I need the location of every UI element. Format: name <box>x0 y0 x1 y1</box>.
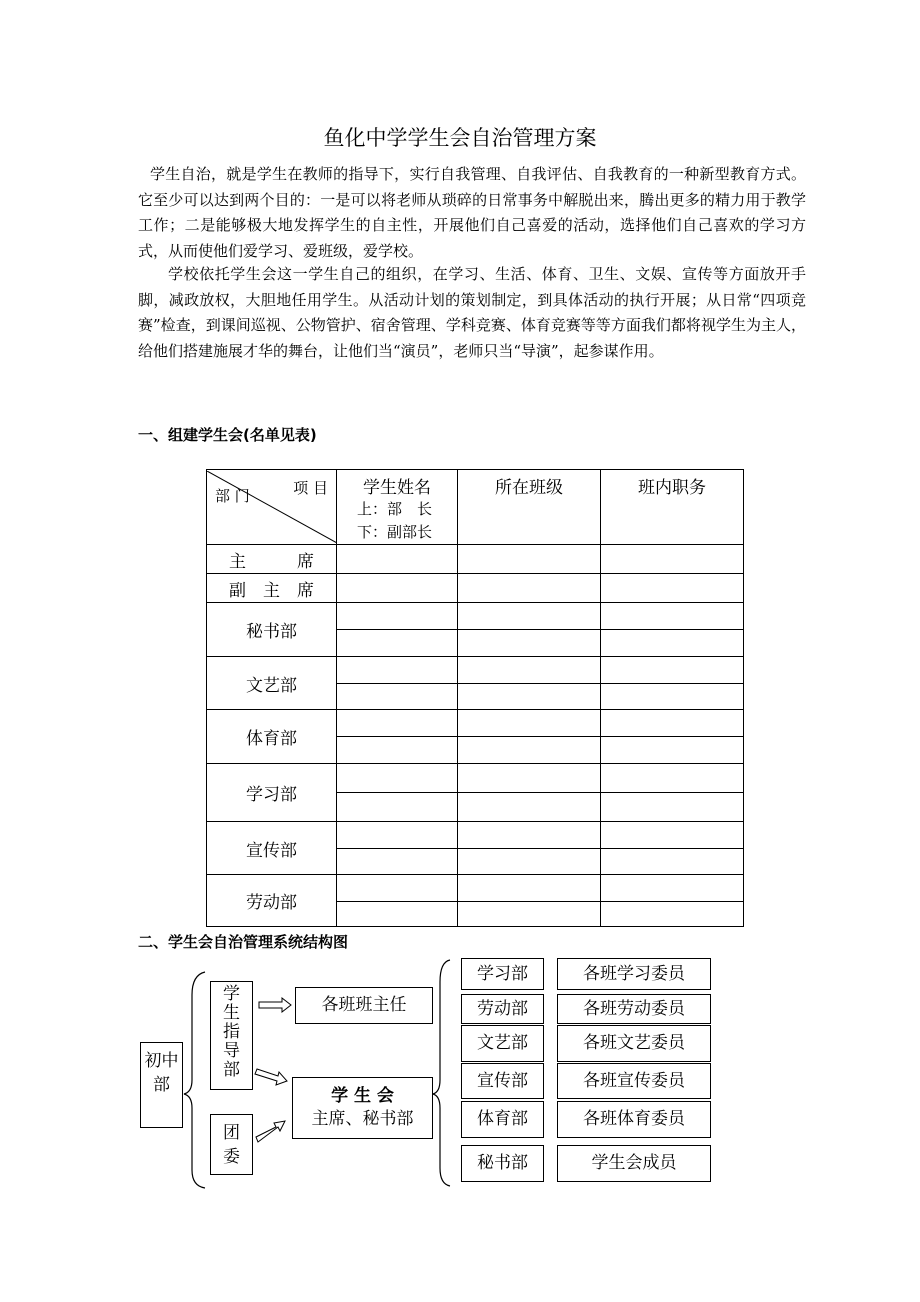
row-dept-arts: 文艺部 <box>207 657 337 710</box>
table-cell <box>601 545 744 574</box>
roster-table <box>206 469 744 927</box>
table-cell <box>601 657 744 684</box>
table-cell <box>337 545 458 574</box>
table-cell <box>601 710 744 737</box>
union-subtitle: 主席、秘书部 <box>311 1109 414 1129</box>
table-cell <box>337 603 458 630</box>
table-cell <box>337 764 458 793</box>
table-cell <box>458 630 601 657</box>
table-cell <box>458 574 601 603</box>
table-cell <box>458 710 601 737</box>
arrow-guide-to-union <box>255 1069 287 1085</box>
arrow-guide-to-teacher <box>259 998 291 1012</box>
table-cell <box>601 875 744 902</box>
table-cell <box>458 902 601 927</box>
table-cell <box>458 793 601 822</box>
table-cell <box>601 737 744 764</box>
row-vice-chair: 副 主 席 <box>207 574 337 603</box>
member-box: 各班学习委员 <box>557 958 711 990</box>
table-cell <box>337 793 458 822</box>
table-cell <box>458 657 601 684</box>
dept-box: 文艺部 <box>461 1025 544 1062</box>
row-dept-labor: 劳动部 <box>207 875 337 927</box>
page-title: 鱼化中学学生会自治管理方案 <box>323 126 597 150</box>
row-dept-publicity: 宣传部 <box>207 822 337 875</box>
diag-item-label: 项 目 <box>293 479 328 497</box>
table-cell <box>337 875 458 902</box>
right-brace <box>433 960 450 1186</box>
guide-dept-box: 学生指导部 <box>210 981 253 1090</box>
table-cell <box>337 822 458 849</box>
table-cell <box>337 737 458 764</box>
table-row <box>207 657 744 684</box>
diagonal-header-cell <box>207 470 337 545</box>
table-row <box>207 603 744 630</box>
table-cell <box>458 737 601 764</box>
intro-paragraph: 学生自治，就是学生在教师的指导下，实行自我管理、自我评估、自我教育的一种新型教育方式。它至少可以达到两个目的：一是可以将老师从琐碎的日常事务中解脱出来，腾出更多的精力用于教学工作；二是能够极大地发挥学生的自主性，开展他们自己喜爱的活动，选择他们自己喜欢的学习方式，从而使他们爱学习、爱班级，爱学校。 <box>138 165 806 260</box>
method-paragraph: 学校依托学生会这一学生自己的组织，在学习、生活、体育、卫生、文娱、宣传等方面放开手脚，减政放权，大胆地任用学生。从活动计划的策划制定，到具体活动的执行开展；从日常“四项竞赛”检查，到课间巡视、公物管护、宿舍管理、学科竞赛、体育竞赛等等方面我们都将视学生为主人，给他们搭建施展才华的舞台，让他们当“演员”，老师只当“导演”，起参谋作用。 <box>138 265 806 360</box>
row-dept-sports: 体育部 <box>207 710 337 764</box>
league-box: 团委 <box>210 1114 253 1175</box>
dept-box: 宣传部 <box>461 1063 544 1099</box>
section2-heading: 二、学生会自治管理系统结构图 <box>138 933 349 951</box>
table-cell <box>601 684 744 710</box>
row-dept-secretariat: 秘书部 <box>207 603 337 657</box>
dept-box: 体育部 <box>461 1101 544 1138</box>
table-cell <box>458 875 601 902</box>
table-cell <box>458 545 601 574</box>
head-teacher-box: 各班班主任 <box>295 987 433 1024</box>
table-cell <box>601 849 744 875</box>
row-dept-study: 学习部 <box>207 764 337 822</box>
col-sub-head: 上：部 长 <box>357 500 433 518</box>
table-cell <box>601 822 744 849</box>
left-brace <box>184 972 205 1188</box>
diag-dept-label: 部 门 <box>215 487 250 505</box>
table-cell <box>337 684 458 710</box>
table-cell <box>601 630 744 657</box>
col-class: 所在班级 <box>458 470 601 545</box>
union-title: 学 生 会 <box>331 1086 394 1106</box>
dept-box: 劳动部 <box>461 994 544 1024</box>
table-cell <box>337 657 458 684</box>
table-row <box>207 574 744 603</box>
table-cell <box>337 710 458 737</box>
table-cell <box>337 574 458 603</box>
table-row <box>207 710 744 737</box>
table-cell <box>601 902 744 927</box>
table-cell <box>458 822 601 849</box>
root-junior-box: 初中部 <box>140 1042 183 1128</box>
col-sub-deputy: 下：副部长 <box>357 523 433 541</box>
table-cell <box>337 630 458 657</box>
row-chair: 主 席 <box>207 545 337 574</box>
member-box: 各班劳动委员 <box>557 994 711 1024</box>
table-cell <box>337 902 458 927</box>
table-cell <box>601 603 744 630</box>
table-row <box>207 764 744 793</box>
table-row <box>207 822 744 849</box>
table-cell <box>458 684 601 710</box>
arrow-league-to-union <box>256 1121 285 1142</box>
table-cell <box>601 574 744 603</box>
table-cell <box>601 793 744 822</box>
section1-heading: 一、组建学生会(名单见表) <box>138 426 317 444</box>
table-cell <box>337 849 458 875</box>
member-box: 学生会成员 <box>557 1145 711 1182</box>
col-student-name-label: 学生姓名 <box>363 478 431 498</box>
table-row <box>207 545 744 574</box>
col-duty: 班内职务 <box>601 470 744 545</box>
student-union-box <box>292 1077 433 1139</box>
table-row <box>207 875 744 902</box>
member-box: 各班文艺委员 <box>557 1025 711 1062</box>
col-student-name <box>337 470 458 545</box>
dept-box: 学习部 <box>461 958 544 990</box>
table-header-row <box>207 470 744 545</box>
dept-box: 秘书部 <box>461 1145 544 1182</box>
member-box: 各班体育委员 <box>557 1101 711 1138</box>
table-cell <box>458 764 601 793</box>
table-cell <box>458 849 601 875</box>
table-cell <box>458 603 601 630</box>
member-box: 各班宣传委员 <box>557 1063 711 1099</box>
table-cell <box>601 764 744 793</box>
